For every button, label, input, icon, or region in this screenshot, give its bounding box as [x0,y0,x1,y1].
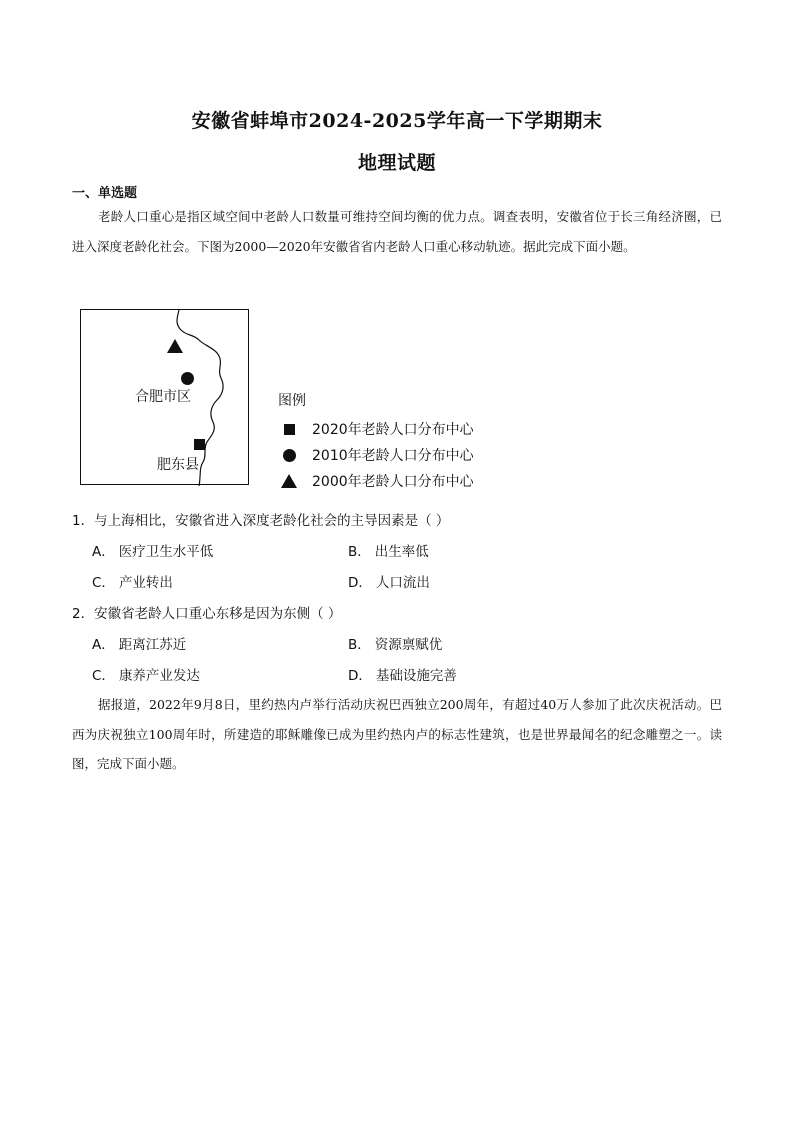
option-letter: A． [92,544,115,560]
option-text: 产业转出 [118,575,173,591]
passage-1: 老龄人口重心是指区域空间中老龄人口数量可维持空间均衡的优力点。调查表明，安徽省位于长三角经济圈，已进入深度老龄化社会。下图为2000—2020年安徽省省内老龄人口重心移动轨迹。据此完成下面小题。 [72,209,722,254]
legend-item [278,445,474,465]
question-2-option-d[interactable] [348,664,457,684]
option-letter: C． [92,575,115,591]
option-text: 医疗卫生水平低 [118,544,214,560]
legend-label: 2000年老龄人口分布中心 [312,474,474,490]
legend-label: 2010年老龄人口分布中心 [312,448,474,464]
option-text: 资源禀赋优 [374,637,443,653]
legend-item [278,419,474,439]
question-1-option-c[interactable] [92,571,173,591]
option-text: 基础设施完善 [375,668,457,684]
question-2-option-b[interactable] [348,633,442,653]
legend-item [278,471,474,491]
option-letter: C． [92,668,115,684]
map-figure [80,309,249,485]
question-1-option-d[interactable] [348,571,430,591]
option-letter: A． [92,637,115,653]
question-1-option-b[interactable] [348,540,429,560]
option-text: 出生率低 [374,544,429,560]
question-2-option-a[interactable] [92,633,186,653]
circle-icon [283,449,296,462]
option-letter: B． [348,544,371,560]
legend-label: 2020年老龄人口分布中心 [312,422,474,438]
square-icon [284,424,295,435]
passage-2: 据报道，2022年9月8日，里约热内卢举行活动庆祝巴西独立200周年，有超过40万人参加了此次庆祝活动。巴西为庆祝独立100周年时，所建造的耶稣雕像已成为里约热内卢的标志性建筑，也是世界最闻名的纪念雕塑之一。读图，完成下面小题。 [72,697,722,771]
triangle-icon [167,339,183,353]
city-label: 合肥市区 [135,389,191,405]
county-label: 肥东县 [157,457,199,473]
option-letter: D． [348,668,372,684]
section-heading: 一、单选题 [72,186,138,201]
circle-icon [181,372,194,385]
question-1-option-a[interactable] [92,540,213,560]
option-text: 人口流出 [375,575,430,591]
option-letter: B． [348,637,371,653]
legend-title: 图例 [278,393,306,409]
page-title: 安徽省蚌埠市2024-2025学年高一下学期期末 [191,110,603,132]
page-subtitle: 地理试题 [357,152,436,174]
option-text: 距离江苏近 [118,637,187,653]
square-icon [194,439,205,450]
question-2-stem: 2．安徽省老龄人口重心东移是因为东侧（ ） [72,606,342,622]
question-2-option-c[interactable] [92,664,200,684]
option-letter: D． [348,575,372,591]
triangle-icon [281,474,297,488]
option-text: 康养产业发达 [118,668,200,684]
question-1-stem: 1．与上海相比，安徽省进入深度老龄化社会的主导因素是（ ） [72,513,450,529]
